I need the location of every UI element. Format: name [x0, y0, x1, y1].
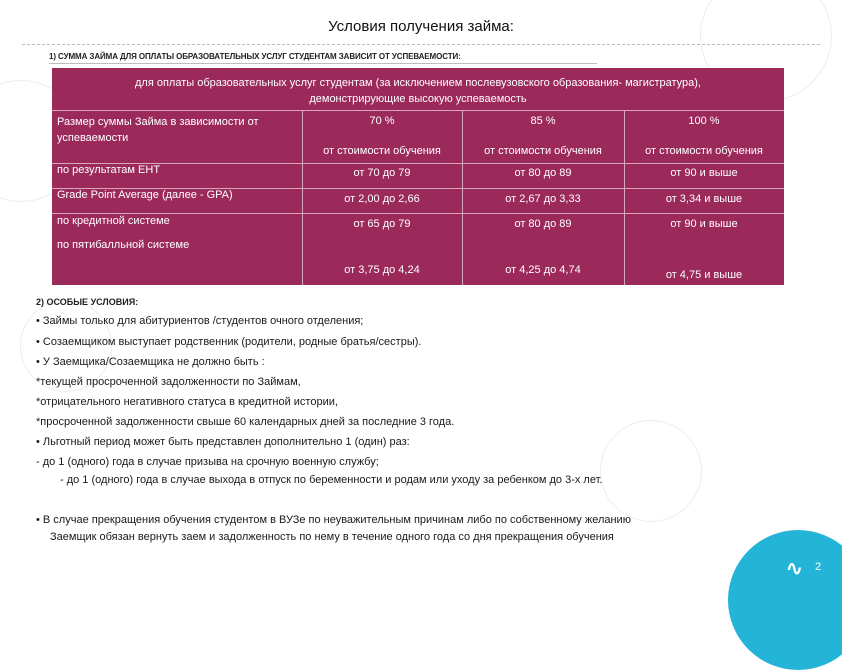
row-label-credit: по кредитной системе — [57, 215, 170, 227]
cell-value: от 80 до 89 — [514, 218, 572, 230]
row-label-header: Размер суммы Займа в зависимости от успеваемости — [57, 116, 259, 144]
table-header: для оплаты образовательных услуг студентам (за исключением послевузовского образования- магистратура), демонстрирующие высокую успеваемость — [135, 77, 701, 105]
title-divider — [22, 44, 820, 45]
percent-100: 100 % — [688, 115, 720, 127]
cell-value: от 2,00 до 2,66 — [344, 193, 420, 205]
condition-line: - до 1 (одного) года в случае призыва на срочную военную службу; — [36, 456, 379, 468]
row-label-gpa: Grade Point Average (далее - GPA) — [57, 189, 233, 201]
table-divider — [52, 163, 784, 164]
cell-value: от 80 до 89 — [514, 167, 572, 179]
condition-line: • Льготный период может быть представлен дополнительно 1 (один) раз: — [36, 436, 410, 448]
condition-line: • Созаемщиком выступает родственник (родители, родные братья/сестры). — [36, 336, 422, 348]
percent-70: 70 % — [369, 115, 395, 127]
cell-value: от 3,75 до 4,24 — [344, 264, 420, 276]
condition-line: *просроченной задолженности свыше 60 календарных дней за последние 3 года. — [36, 416, 455, 428]
section2-heading: 2) ОСОБЫЕ УСЛОВИЯ: — [36, 297, 139, 307]
percent-note: от стоимости обучения — [323, 145, 441, 157]
row-label-ent: по результатам ЕНТ — [57, 164, 161, 176]
cell-value: от 90 и выше — [670, 218, 738, 230]
percent-note: от стоимости обучения — [484, 145, 602, 157]
cell-value: от 90 и выше — [670, 167, 738, 179]
condition-line: • Займы только для абитуриентов /студентов очного отделения; — [36, 315, 364, 327]
cell-value: от 65 до 79 — [353, 218, 411, 230]
logo-icon: ∿ — [786, 558, 803, 580]
cell-value: от 70 до 79 — [353, 167, 411, 179]
row-label-five-point: по пятибалльной системе — [57, 239, 190, 251]
page-number: 2 — [815, 561, 822, 573]
section1-heading: 1) СУММА ЗАЙМА ДЛЯ ОПЛАТЫ ОБРАЗОВАТЕЛЬНЫХ УСЛУГ СТУДЕНТАМ ЗАВИСИТ ОТ УСПЕВАЕМОСТИ: — [49, 52, 461, 61]
table-divider — [52, 110, 784, 111]
cell-value: от 4,25 до 4,74 — [505, 264, 581, 276]
condition-line: • В случае прекращения обучения студентом в ВУЗе по неуважительным причинам либо по собственному желанию — [36, 514, 631, 526]
condition-line: - до 1 (одного) года в случае выхода в отпуск по беременности и родам или уходу за ребенком до 3-х лет. — [60, 474, 603, 486]
percent-note: от стоимости обучения — [645, 145, 763, 157]
cell-value: от 2,67 до 3,33 — [505, 193, 581, 205]
loan-conditions-table — [52, 68, 784, 285]
condition-line: • У Заемщика/Созаемщика не должно быть : — [36, 356, 265, 368]
condition-line: Заемщик обязан вернуть заем и задолженность по нему в течение одного года со дня прекращения обучения — [50, 531, 614, 543]
section1-underline — [49, 63, 597, 64]
cell-value: от 4,75 и выше — [665, 269, 743, 281]
cell-value: от 3,34 и выше — [665, 193, 743, 205]
page-title: Условия получения займа: — [328, 18, 514, 35]
background-ornament — [600, 420, 702, 522]
condition-line: *отрицательного негативного статуса в кредитной истории, — [36, 396, 338, 408]
table-divider — [52, 213, 784, 214]
percent-85: 85 % — [530, 115, 556, 127]
corner-logo-shape — [728, 530, 842, 670]
condition-line: *текущей просроченной задолженности по Займам, — [36, 376, 301, 388]
